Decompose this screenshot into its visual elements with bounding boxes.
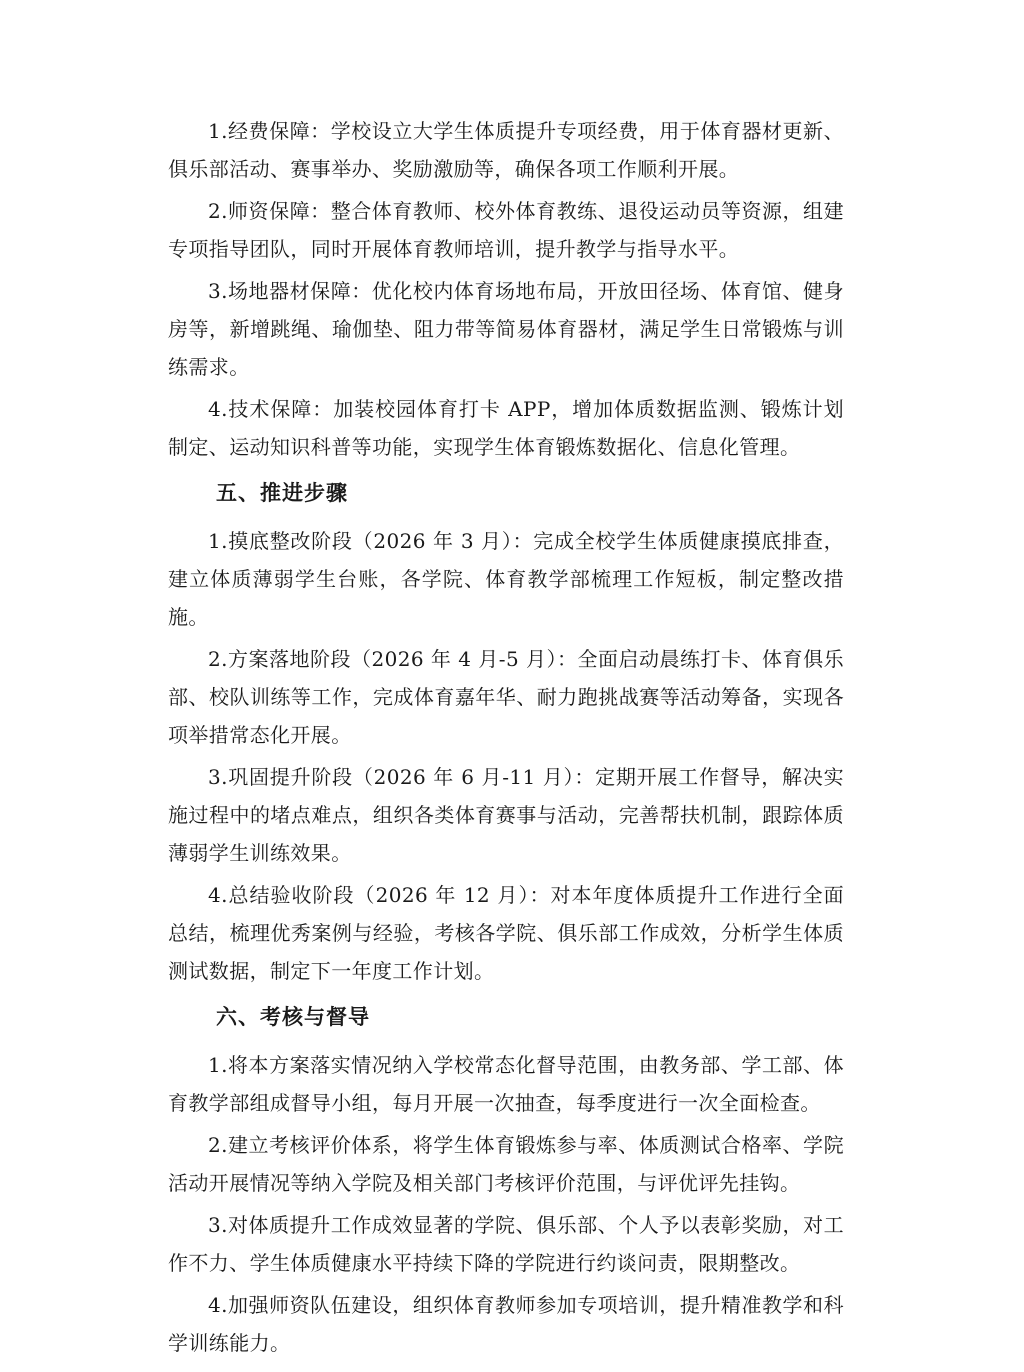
guarantee-faculty-paragraph: 2.师资保障：整合体育教师、校外体育教练、退役运动员等资源，组建专项指导团队，同时开展体育教师培训，提升教学与指导水平。 bbox=[168, 199, 844, 261]
step-survey-paragraph: 1.摸底整改阶段（2026 年 3 月）：完成全校学生体质健康摸底排查，建立体质薄弱学生台账，各学院、体育教学部梳理工作短板，制定整改措施。 bbox=[168, 529, 844, 629]
step-summary-paragraph: 4.总结验收阶段（2026 年 12 月）：对本年度体质提升工作进行全面总结，梳理优秀案例与经验，考核各学院、俱乐部工作成效，分析学生体质测试数据，制定下一年度工作计划。 bbox=[168, 883, 844, 983]
assessment-training-paragraph: 4.加强师资队伍建设，组织体育教师参加专项培训，提升精准教学和科学训练能力。 bbox=[168, 1293, 844, 1355]
document-body bbox=[168, 112, 844, 1366]
assessment-evaluation-paragraph: 2.建立考核评价体系，将学生体育锻炼参与率、体质测试合格率、学院活动开展情况等纳入学院及相关部门考核评价范围，与评优评先挂钩。 bbox=[168, 1133, 844, 1195]
section-heading-steps: 五、推进步骤 bbox=[216, 481, 348, 505]
guarantee-technology-paragraph: 4.技术保障：加装校园体育打卡 APP，增加体质数据监测、锻炼计划制定、运动知识科普等功能，实现学生体育锻炼数据化、信息化管理。 bbox=[168, 397, 844, 459]
section-heading-assessment: 六、考核与督导 bbox=[216, 1005, 370, 1029]
guarantee-facilities-paragraph: 3.场地器材保障：优化校内体育场地布局，开放田径场、体育馆、健身房等，新增跳绳、瑜伽垫、阻力带等简易体育器材，满足学生日常锻炼与训练需求。 bbox=[168, 279, 844, 379]
step-implementation-paragraph: 2.方案落地阶段（2026 年 4 月-5 月）：全面启动晨练打卡、体育俱乐部、校队训练等工作，完成体育嘉年华、耐力跑挑战赛等活动筹备，实现各项举措常态化开展。 bbox=[168, 647, 844, 747]
guarantee-funding-paragraph: 1.经费保障：学校设立大学生体质提升专项经费，用于体育器材更新、俱乐部活动、赛事举办、奖励激励等，确保各项工作顺利开展。 bbox=[168, 119, 844, 181]
assessment-supervision-paragraph: 1.将本方案落实情况纳入学校常态化督导范围，由教务部、学工部、体育教学部组成督导小组，每月开展一次抽查，每季度进行一次全面检查。 bbox=[168, 1053, 844, 1115]
step-consolidation-paragraph: 3.巩固提升阶段（2026 年 6 月-11 月）：定期开展工作督导，解决实施过程中的堵点难点，组织各类体育赛事与活动，完善帮扶机制，跟踪体质薄弱学生训练效果。 bbox=[168, 765, 844, 865]
assessment-reward-paragraph: 3.对体质提升工作成效显著的学院、俱乐部、个人予以表彰奖励，对工作不力、学生体质健康水平持续下降的学院进行约谈问责，限期整改。 bbox=[168, 1213, 844, 1275]
